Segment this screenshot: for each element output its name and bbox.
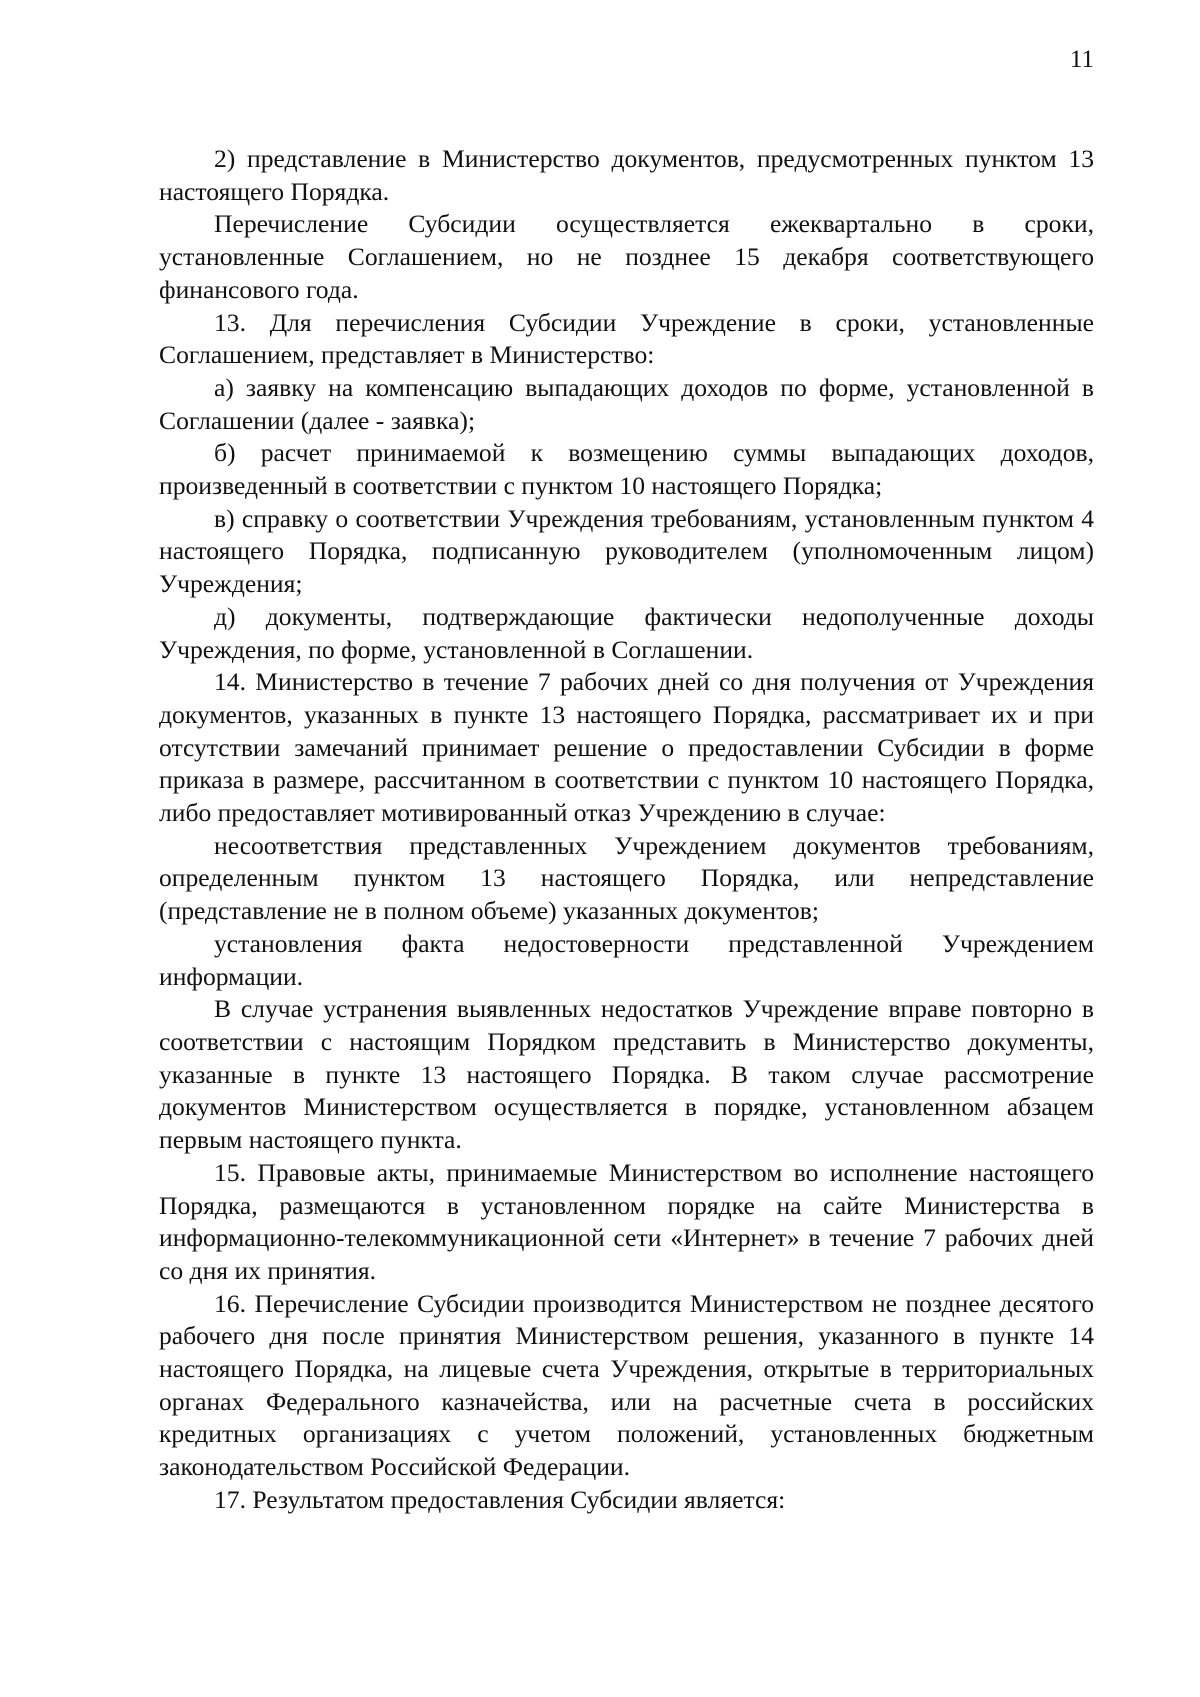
paragraph-clause-16: 16. Перечисление Субсидии производится Министерством не позднее десятого рабочего дня после принятия Министерством решения, указанного в пункте 14 настоящего Порядка, на лицевые счета Учреждения, открытые в территориальных органах Федерального казначейства, или на расчетные счета в российских кредитных организациях с учетом положений, установленных бюджетным законодательством Российской Федерации. — [159, 1288, 1094, 1482]
paragraph-clause-13-v: в) справку о соответствии Учреждения требованиям, установленным пунктом 4 настоящего Порядка, подписанную руководителем (уполномоченным лицом) Учреждения; — [159, 503, 1094, 599]
paragraph-clause-17: 17. Результатом предоставления Субсидии является: — [214, 1484, 786, 1514]
document-body — [159, 143, 1094, 1517]
paragraph-clause-14: 14. Министерство в течение 7 рабочих дней со дня получения от Учреждения документов, указанных в пункте 13 настоящего Порядка, рассматривает их и при отсутствии замечаний принимает решение о предоставлении Субсидии в форме приказа в размере, рассчитанном в соответствии с пунктом 10 настоящего Порядка, либо предоставляет мотивированный отказ Учреждению в случае: — [159, 667, 1094, 828]
paragraph-clause-13-a: а) заявку на компенсацию выпадающих доходов по форме, установленной в Соглашении (далее - заявка); — [159, 372, 1094, 435]
paragraph-refusal-reason-2: установления факта недостоверности представленной Учреждением информации. — [159, 928, 1094, 991]
paragraph-clause-13-d: д) документы, подтверждающие фактически недополученные доходы Учреждения, по форме, установленной в Соглашении. — [159, 601, 1094, 664]
paragraph-transfer-schedule: Перечисление Субсидии осуществляется ежеквартально в сроки, установленные Соглашением, но не позднее 15 декабря соответствующего финансового года. — [159, 209, 1094, 304]
paragraph-clause-15: 15. Правовые акты, принимаемые Министерством во исполнение настоящего Порядка, размещаются в установленном порядке на сайте Министерства в информационно-телекоммуникационной сети «Интернет» в течение 7 рабочих дней со дня их принятия. — [159, 1157, 1094, 1285]
page-number: 11 — [1069, 46, 1094, 73]
paragraph-refusal-reason-1: несоответствия представленных Учреждением документов требованиям, определенным пунктом 13 настоящего Порядка, или непредставление (представление не в полном объеме) указанных документов; — [159, 830, 1094, 926]
paragraph-clause-13-b: б) расчет принимаемой к возмещению суммы выпадающих доходов, произведенный в соответствии с пунктом 10 настоящего Порядка; — [159, 438, 1094, 501]
paragraph-clause-13: 13. Для перечисления Субсидии Учреждение в сроки, установленные Соглашением, представляет в Министерство: — [159, 307, 1094, 370]
paragraph-item-2-documents: 2) представление в Министерство документов, предусмотренных пунктом 13 настоящего Порядка. — [159, 144, 1094, 206]
paragraph-resubmission: В случае устранения выявленных недостатков Учреждение вправе повторно в соответствии с настоящим Порядком представить в Министерство документы, указанные в пункте 13 настоящего Порядка. В таком случае рассмотрение документов Министерством осуществляется в порядке, установленном абзацем первым настоящего пункта. — [159, 994, 1094, 1155]
